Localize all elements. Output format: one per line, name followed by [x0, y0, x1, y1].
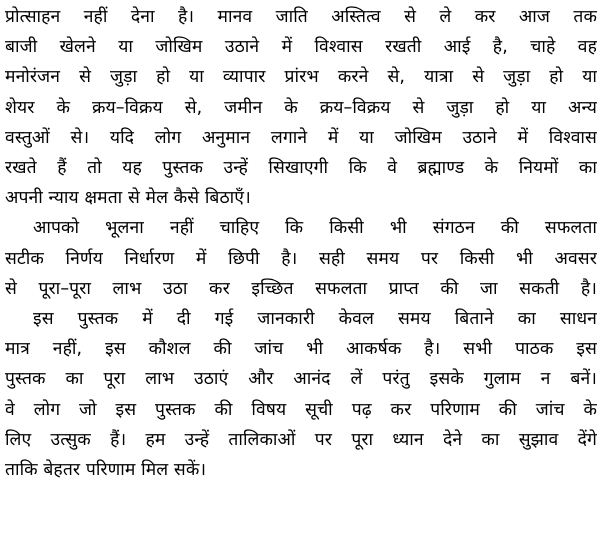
text-line: प्रोत्साहन नहीं देना है। मानव जाति अस्तित्व से ले कर आज तक: [5, 7, 597, 27]
text-line: बाजी खेलने या जोखिम उठाने में विश्वास रखती आई है, चाहे वह: [5, 37, 597, 58]
text-line: अपनी न्याय क्षमता से मेल कैसे बिठाएँ।: [5, 188, 251, 209]
text-line: आपको भूलना नहीं चाहिए कि किसी भी संगठन की सफलता: [33, 218, 597, 239]
text-line: सटीक निर्णय निर्धारण में छिपी है। सही समय पर किसी भी अवसर: [5, 248, 597, 269]
text-line: रखते हैं तो यह पुस्तक उन्हें सिखाएगी कि वे ब्रह्माण्ड के नियमों का: [5, 158, 597, 179]
text-line: इस पुस्तक में दी गई जानकारी केवल समय बिताने का साधन: [33, 309, 597, 330]
paragraph-1: [5, 2, 597, 213]
text-line: वे लोग जो इस पुस्तक की विषय सूची पढ़ कर परिणाम की जांच के: [5, 399, 597, 420]
text-line: मात्र नहीं, इस कौशल की जांच भी आकर्षक है। सभी पाठक इस: [5, 339, 597, 360]
text-line: से पूरा–पूरा लाभ उठा कर इच्छित सफलता प्राप्त की जा सकती है।: [5, 278, 597, 299]
text-line: लिए उत्सुक हैं। हम उन्हें तालिकाओं पर पूरा ध्यान देने का सुझाव देंगे: [5, 429, 597, 450]
paragraph-3: [5, 304, 597, 485]
text-line: शेयर के क्रय–विक्रय से, जमीन के क्रय–विक्रय से जुड़ा हो या अन्य: [5, 97, 597, 118]
paragraph-2: [5, 213, 597, 304]
text-line: वस्तुओं से। यदि लोग अनुमान लगाने में या जोखिम उठाने में विश्वास: [5, 127, 597, 148]
text-line: मनोरंजन से जुड़ा हो या व्यापार प्रांरभ करने से, यात्रा से जुड़ा हो या: [5, 67, 597, 88]
text-line: ताकि बेहतर परिणाम मिल सकें।: [5, 460, 207, 481]
document-page: [5, 0, 597, 545]
text-line: पुस्तक का पूरा लाभ उठाएं और आनंद लें परंतु इसके गुलाम न बनें।: [5, 369, 597, 390]
